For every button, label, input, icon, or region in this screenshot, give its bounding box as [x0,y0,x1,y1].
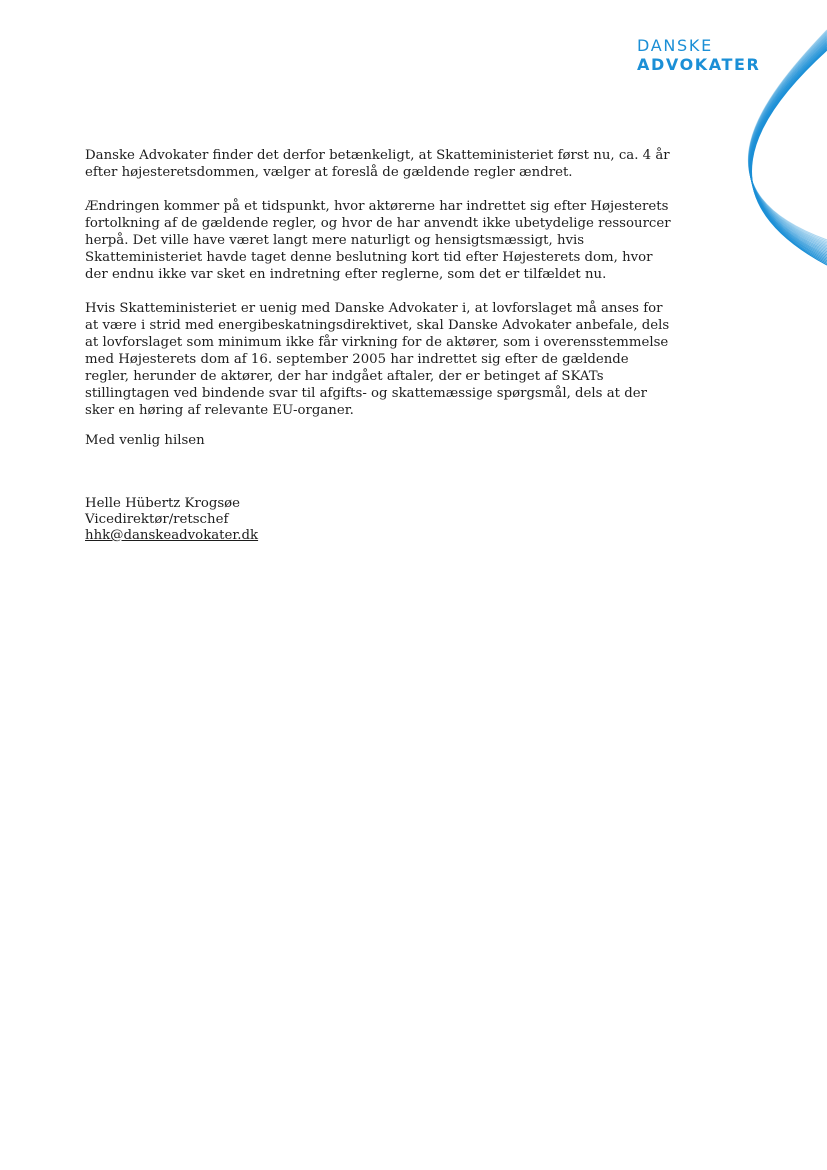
swoosh-line [749,32,827,243]
swoosh-line [749,31,827,241]
swoosh-line [750,39,827,251]
body-paragraph-3: Hvis Skatteministeriet er uenig med Danske Advokater i, at lovforslaget må anses for at være i strid med energibeskatningsdirektivet, skal Danske Advokater anbefale, dels at lovforslaget som minimum ikke får virkning for de aktører, som i overensstemmelse med Højesterets dom af 16. september 2005 har indrettet sig efter de gældende regler, herunder de aktører, der har indgået aftaler, der er betinget af SKATs stillingtagen ved bindende svar til afgifts- og skattemæssige spørgsmål, dels at der sker en høring af relevante EU-organer. [85,301,670,418]
closing-greeting: Med venlig hilsen [85,433,205,448]
swoosh-line [749,36,827,247]
logo-text-advokater: ADVOKATER [637,55,761,74]
body-paragraph-2: Ændringen kommer på et tidspunkt, hvor aktørerne har indrettet sig efter Højesterets fortolkning af de gældende regler, og hvor de har anvendt ikke ubetydelige ressourcer herpå. Det ville have været langt mere naturligt og hensigtsmæssigt, hvis Skatteministeriet havde taget denne beslutning kort tid efter Højesterets dom, hvor der endnu ikke var sket en indretning efter reglerne, som det er tilfældet nu. [85,199,671,282]
body-paragraph-1: Danske Advokater finder det derfor betænkeligt, at Skatteministeriet først nu, ca. 4 år efter højesteretsdommen, vælger at foreslå de gældende regler ændret. [85,148,670,180]
signatory-title: Vicedirektør/retschef [85,512,229,527]
signatory-email-link[interactable]: hhk@danskeadvokater.dk [85,528,259,543]
logo-text-danske: DANSKE [637,36,713,55]
signature-block [85,496,258,544]
swoosh-line [749,34,827,245]
letter-body [85,147,675,436]
logo-swoosh-graphic [700,20,827,270]
swoosh-line [750,38,827,250]
signatory-name: Helle Hübertz Krogsøe [85,496,241,511]
swoosh-line [749,35,827,246]
swoosh-line [749,37,827,249]
